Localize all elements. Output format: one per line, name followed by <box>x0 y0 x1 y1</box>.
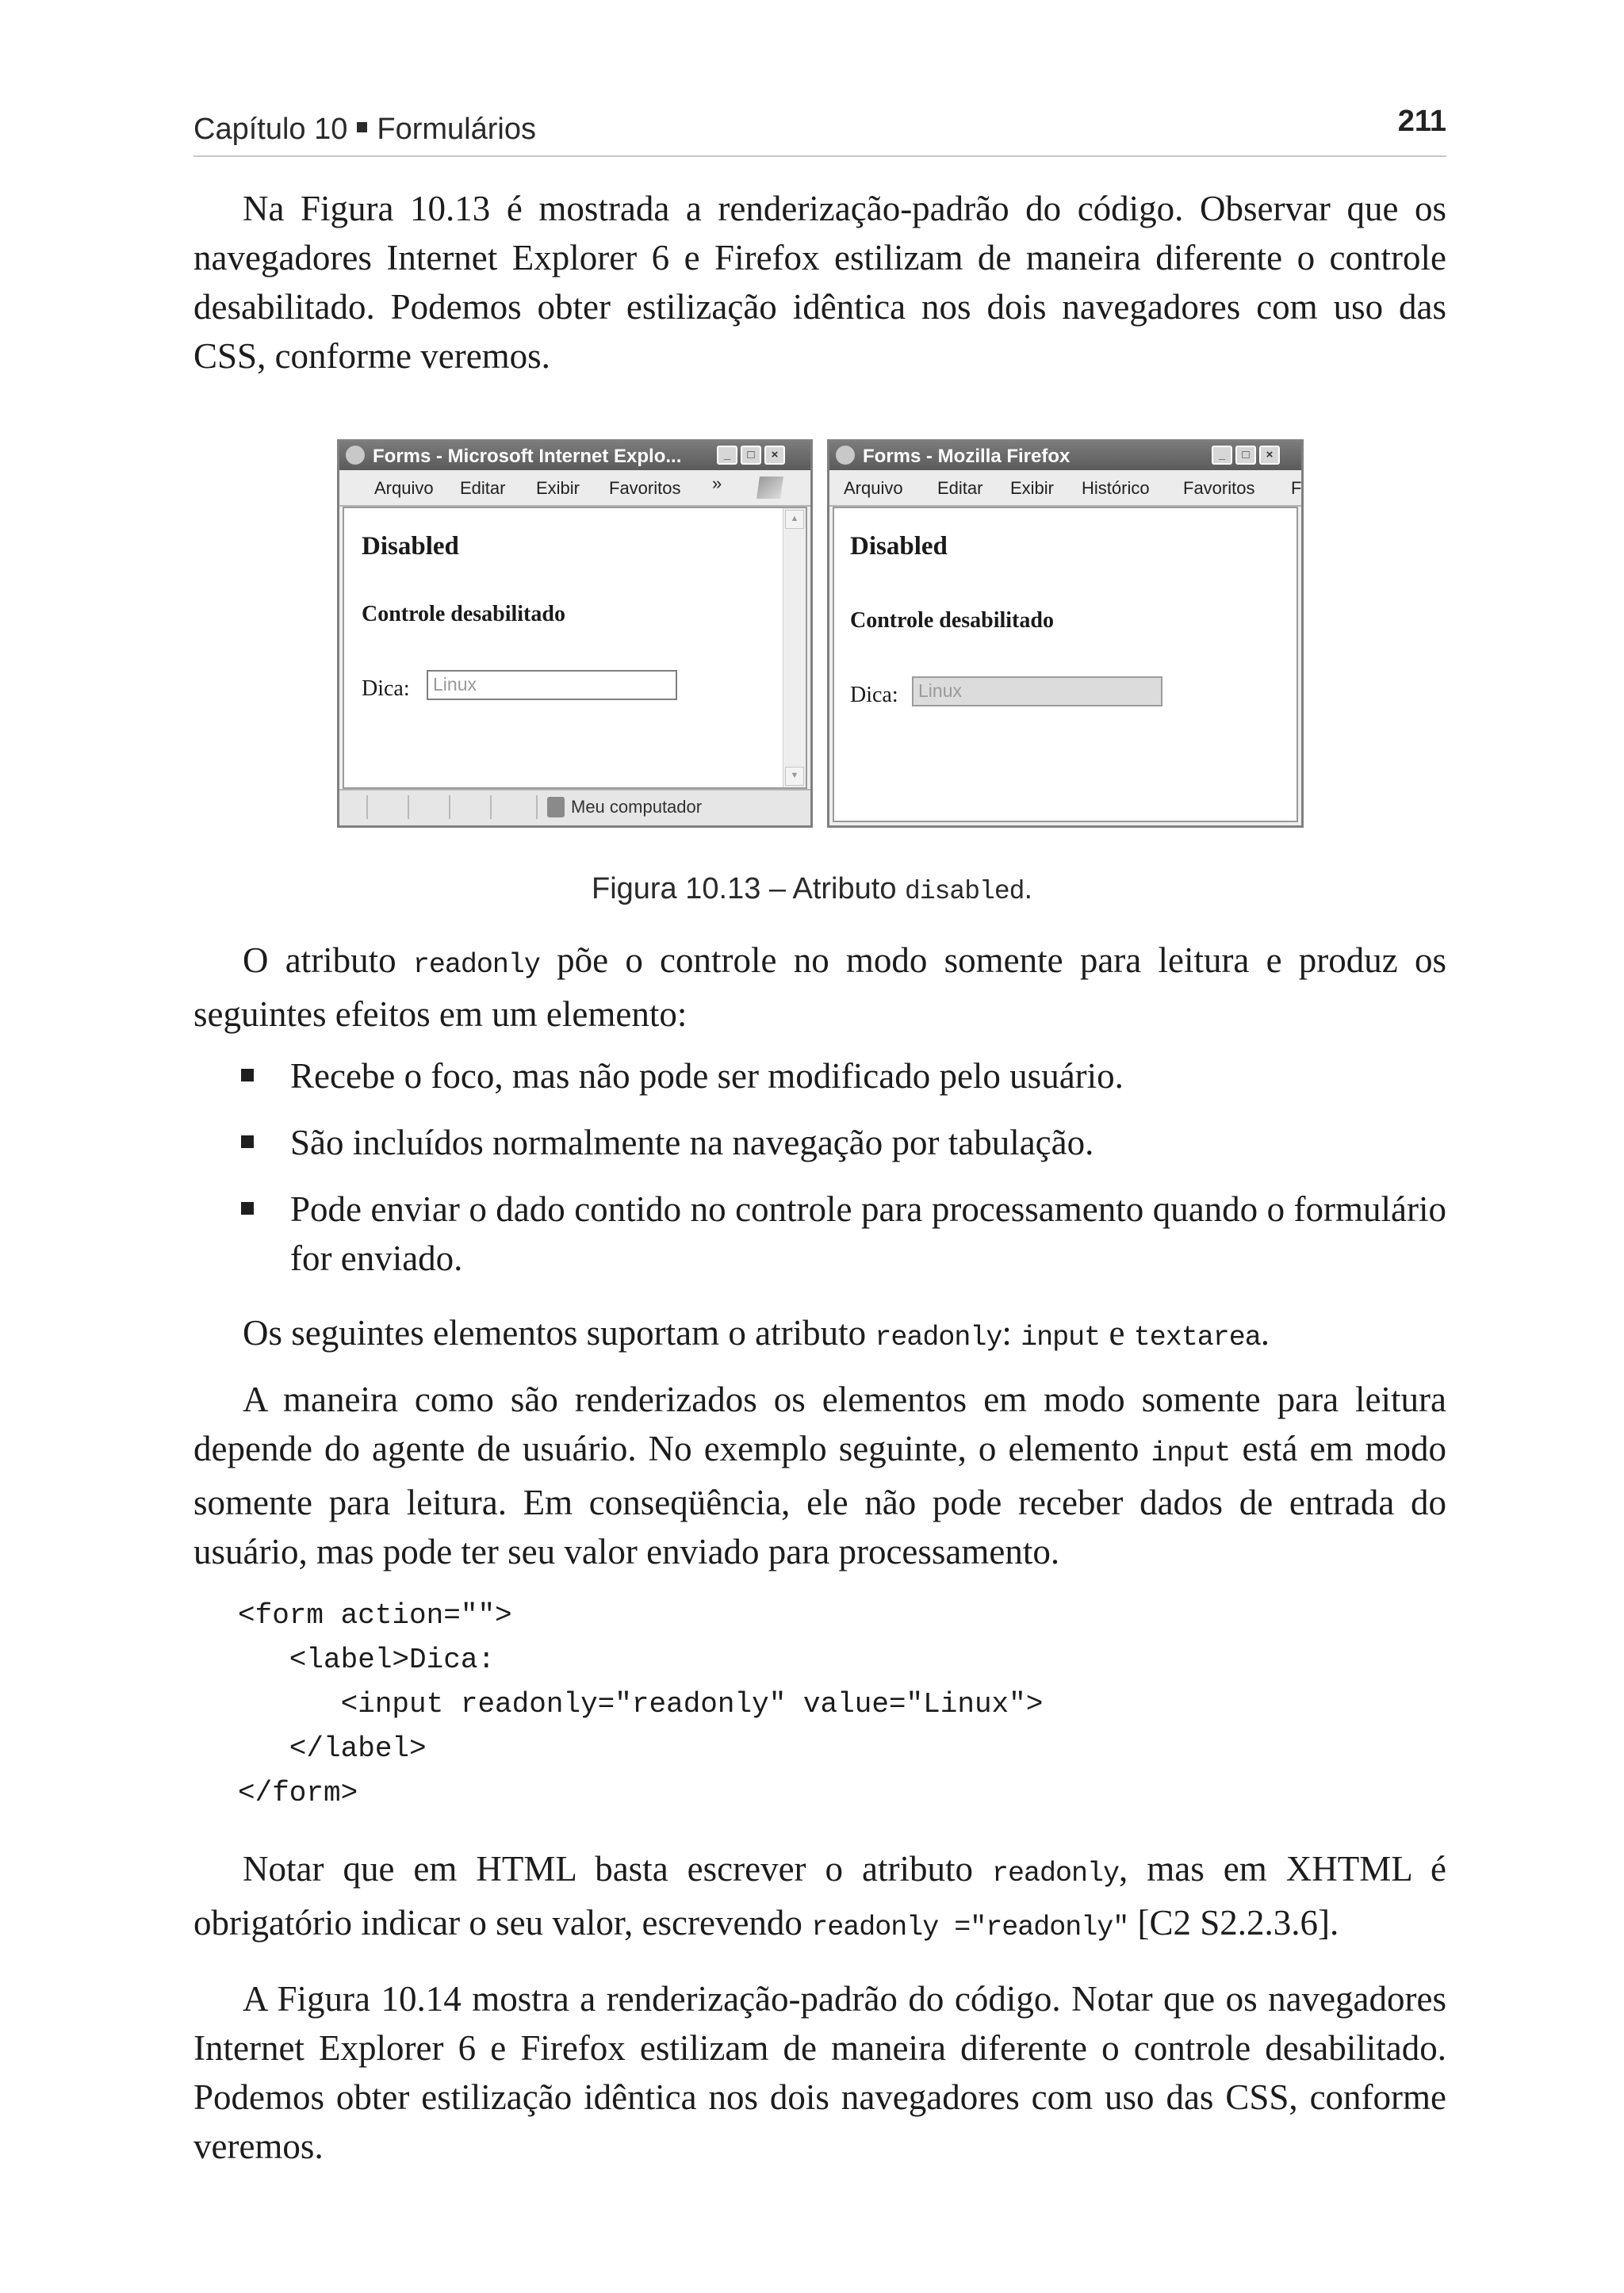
caption-end: . <box>1024 872 1033 905</box>
ff-page-content <box>833 507 1298 822</box>
paragraph-readonly <box>193 936 1446 1039</box>
code-line: <input readonly="readonly" value="Linux"> <box>238 1688 1044 1721</box>
inline-code: readonly <box>412 949 540 981</box>
ie-statusbar <box>339 789 810 825</box>
status-divider <box>449 795 450 819</box>
ie-window-screenshot <box>337 439 813 828</box>
ff-menu-editar: Editar <box>937 478 983 498</box>
ie-subheading: Controle desabilitado <box>362 602 565 626</box>
scroll-down-icon: ▼ <box>785 767 804 786</box>
ie-heading: Disabled <box>362 532 459 561</box>
paragraph-intro: Na Figura 10.13 é mostrada a renderização-padrão do código. Observar que os navegadores Internet Explorer 6 e Firefox estilizam de maneira diferente o controle desabilitado. Podemos obter estilização idêntica nos dois navegadores com uso das CSS, conforme veremos. <box>193 189 1446 376</box>
list-item <box>193 1118 1446 1167</box>
square-bullet-icon <box>241 1135 254 1148</box>
list-item <box>193 1051 1446 1101</box>
code-line: </label> <box>238 1732 427 1765</box>
square-bullet-icon <box>357 122 367 132</box>
caption-code: disabled <box>905 877 1025 906</box>
ff-heading: Disabled <box>850 532 948 561</box>
ff-menubar <box>829 470 1301 507</box>
text-run: : <box>1002 1313 1021 1353</box>
inline-code: readonly ="readonly" <box>811 1912 1129 1943</box>
status-divider <box>536 795 538 819</box>
ff-menu-exibir: Exibir <box>1010 478 1055 498</box>
close-icon: × <box>1259 446 1280 465</box>
code-block <box>238 1594 1043 1816</box>
ie-menu-arquivo: Arquivo <box>374 478 434 498</box>
ff-menu-favoritos: Favoritos <box>1183 478 1255 498</box>
status-divider <box>408 795 409 819</box>
ff-menu-historico: Histórico <box>1082 478 1150 498</box>
status-divider <box>490 795 492 819</box>
text-run: , mas em XHTML é obrigatório indicar o seu valor, escrevendo <box>193 1849 1446 1943</box>
text-run: está em modo somente para leitura. Em conseqüência, ele não pode receber dados de entrada do usuário, mas pode ter seu valor enviado para processamento. <box>193 1429 1446 1571</box>
minimize-icon: _ <box>1212 446 1232 465</box>
ie-window-title: Forms - Microsoft Internet Explo... <box>373 446 682 467</box>
text-run: [C2 S2.2.3.6]. <box>1128 1903 1339 1943</box>
inline-code: textarea <box>1133 1322 1261 1353</box>
paragraph-xhtml-note <box>193 1844 1446 1952</box>
ie-titlebar <box>339 442 810 470</box>
inline-code: readonly <box>991 1858 1120 1889</box>
maximize-icon: □ <box>1235 446 1256 465</box>
scroll-up-icon: ▲ <box>785 510 804 529</box>
ie-page-content <box>343 507 807 789</box>
text-run: Os seguintes elementos suportam o atributo <box>243 1313 875 1353</box>
ff-dica-label: Dica: <box>850 683 898 707</box>
figure-caption <box>0 872 1624 906</box>
ie-dica-label: Dica: <box>362 676 410 701</box>
ie-menubar <box>339 470 810 507</box>
list-item-text: Pode enviar o dado contido no controle para processamento quando o formulário for enviado. <box>290 1189 1446 1278</box>
list-item-text: Recebe o foco, mas não pode ser modificado pelo usuário. <box>290 1056 1124 1096</box>
status-divider <box>366 795 368 819</box>
ie-menu-editar: Editar <box>460 478 506 498</box>
inline-code: input <box>1021 1322 1101 1353</box>
ie-menu-favoritos: Favoritos <box>609 478 681 498</box>
list-item-text: São incluídos normalmente na navegação por tabulação. <box>290 1123 1094 1162</box>
paragraph-figure-1014: A Figura 10.14 mostra a renderização-padrão do código. Notar que os navegadores Internet Explorer 6 e Firefox estilizam de maneira diferente o controle desabilitado. Podemos obter estilização idêntica nos dois navegadores com uso das CSS, conforme veremos. <box>193 1979 1446 2166</box>
ie-scrollbar <box>783 508 806 787</box>
computer-icon <box>547 797 565 817</box>
page-number: 211 <box>1397 105 1446 138</box>
code-line: </form> <box>238 1777 358 1809</box>
paragraph-rendering <box>193 1375 1446 1576</box>
square-bullet-icon <box>241 1202 254 1215</box>
ff-window-title: Forms - Mozilla Firefox <box>863 446 1071 467</box>
ff-menu-cut-item: F <box>1291 478 1302 498</box>
chapter-label: Capítulo 10 <box>193 113 348 146</box>
text-run: . <box>1260 1313 1270 1353</box>
ie-disabled-input: Linux <box>427 670 677 700</box>
firefox-window-screenshot <box>827 439 1304 828</box>
inline-code: readonly <box>875 1322 1002 1353</box>
firefox-logo-icon <box>836 446 855 465</box>
text-run: Notar que em HTML basta escrever o atributo <box>243 1849 992 1889</box>
inline-code: input <box>1151 1437 1231 1469</box>
ie-menu-exibir: Exibir <box>536 478 580 498</box>
caption-text: Figura 10.13 – Atributo <box>591 872 906 905</box>
close-icon: × <box>764 446 785 465</box>
chevron-more-icon: » <box>712 473 722 493</box>
ff-disabled-input: Linux <box>912 676 1162 706</box>
minimize-icon: _ <box>717 446 737 465</box>
square-bullet-icon <box>241 1069 254 1081</box>
ie-logo-icon <box>346 446 365 465</box>
ff-menu-arquivo: Arquivo <box>844 478 903 498</box>
text-run: O atributo <box>243 940 413 980</box>
ff-subheading: Controle desabilitado <box>850 608 1054 633</box>
header-rule <box>193 155 1446 157</box>
section-label: Formulários <box>377 113 536 146</box>
windows-flag-icon <box>756 477 783 499</box>
text-run: e <box>1100 1313 1134 1353</box>
text-run: põe o controle no modo somente para leitura e produz os seguintes efeitos em um elemento: <box>193 940 1446 1034</box>
running-header <box>193 113 536 147</box>
list-item <box>193 1185 1446 1283</box>
maximize-icon: □ <box>741 446 761 465</box>
code-line: <form action=""> <box>238 1599 512 1632</box>
ff-titlebar <box>829 442 1301 470</box>
paragraph-supported-elements <box>193 1308 1446 1362</box>
ie-status-text: Meu computador <box>571 797 703 817</box>
text-run: A maneira como são renderizados os elementos em modo somente para leitura depende do agente de usuário. No exemplo seguinte, o elemento <box>193 1380 1446 1468</box>
code-line: <label>Dica: <box>238 1644 496 1676</box>
